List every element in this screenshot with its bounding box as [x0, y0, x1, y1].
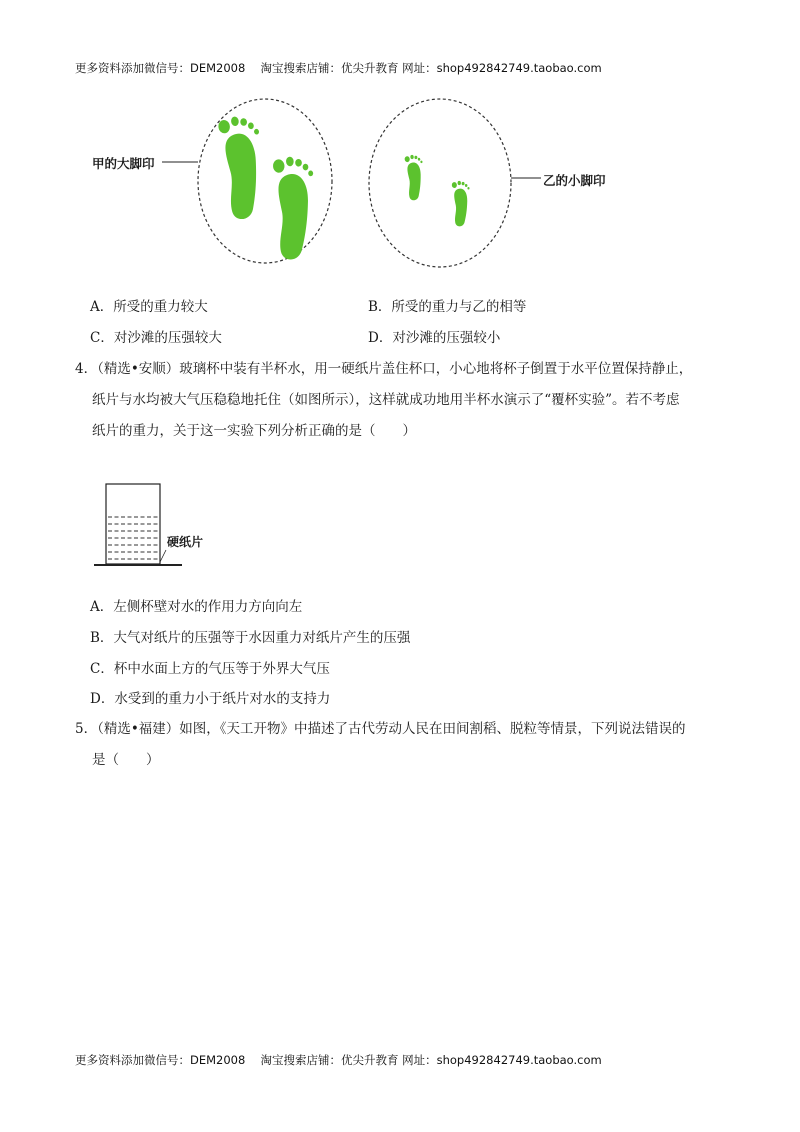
q3-option-d: D．对沙滩的压强较小	[368, 330, 501, 346]
q3-option-c: C．对沙滩的压强较大	[90, 330, 222, 346]
q4-stem-line-2: 纸片与水均被大气压稳稳地托住（如图所示），这样就成功地用半杯水演示了“覆杯实验”。若不考虑	[92, 392, 680, 408]
q4-stem-line-3: 纸片的重力，关于这一实验下列分析正确的是（ ）	[92, 423, 416, 439]
q3-option-a: A．所受的重力较大	[90, 299, 208, 315]
inverted-cup-figure	[90, 480, 230, 575]
q4-option-a: A．左侧杯壁对水的作用力方向向左	[90, 599, 303, 615]
page-footer: 更多资料添加微信号：DEM2008 淘宝搜索店铺：优尖升教育 网址：shop492842749.taobao.com	[75, 1053, 602, 1067]
small-footprint-2	[452, 180, 473, 226]
small-footprint-1	[404, 154, 426, 201]
big-footprint-1	[217, 113, 270, 220]
big-footprint-label: 甲的大脚印	[92, 156, 155, 171]
q4-option-d: D．水受到的重力小于纸片对水的支持力	[90, 691, 331, 707]
q4-option-c: C．杯中水面上方的气压等于外界大气压	[90, 661, 330, 677]
big-footprint-2	[272, 155, 319, 260]
q5-stem-line-1: 5．（精选•福建）如图，《天工开物》中描述了古代劳动人民在田间割稻、脱粒等情景，下列说法错误的	[75, 721, 686, 737]
cardboard-label: 硬纸片	[167, 535, 204, 549]
q3-option-b: B．所受的重力与乙的相等	[368, 299, 527, 315]
left-dashed-circle	[198, 99, 332, 263]
footprints-figure	[0, 80, 800, 370]
q4-stem-line-1: 4．（精选•安顺）玻璃杯中装有半杯水，用一硬纸片盖住杯口，小心地将杯子倒置于水平位置保持静止，	[75, 361, 693, 377]
q4-option-b: B．大气对纸片的压强等于水因重力对纸片产生的压强	[90, 630, 411, 646]
right-dashed-circle	[369, 99, 511, 267]
q5-stem-line-2: 是（ ）	[92, 752, 160, 768]
small-footprint-label: 乙的小脚印	[543, 173, 606, 188]
page-header: 更多资料添加微信号：DEM2008 淘宝搜索店铺：优尖升教育 网址：shop492842749.taobao.com	[75, 61, 602, 75]
